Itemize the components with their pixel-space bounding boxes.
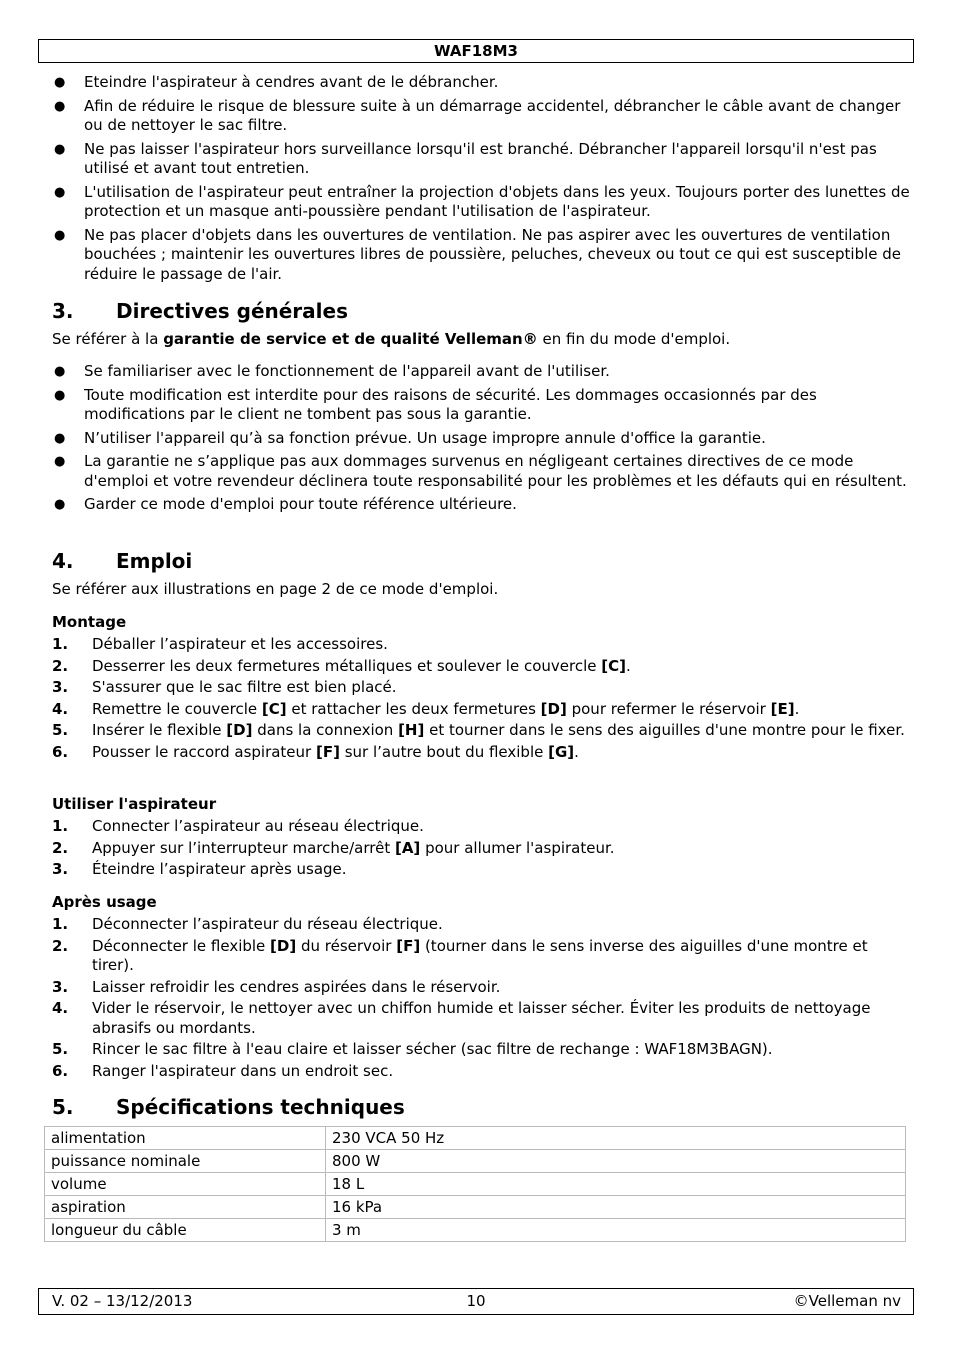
- step-number: 5.: [52, 721, 69, 739]
- document-footer: [38, 1288, 914, 1315]
- list-item: ● Garder ce mode d'emploi pour toute référence ultérieure.: [54, 495, 517, 513]
- part-reference: [F]: [315, 742, 340, 761]
- document-header: [38, 39, 914, 63]
- bullet-icon: ●: [54, 98, 66, 114]
- list-item: 2. Appuyer sur l’interrupteur marche/arrêt [A] pour allumer l'aspirateur.: [52, 838, 615, 857]
- table-row: aspiration 16 kPa: [45, 1196, 906, 1219]
- list-item: 6. Pousser le raccord aspirateur [F] sur l’autre bout du flexible [G].: [52, 742, 579, 761]
- section-3-intro: Se référer à la garantie de service et de qualité Velleman® en fin du mode d'emploi.: [52, 330, 731, 348]
- section-4-heading: 4. Emploi: [52, 549, 193, 573]
- list-item: 3. Éteindre l’aspirateur après usage.: [52, 860, 347, 878]
- section-4-intro: Se référer aux illustrations en page 2 de ce mode d'emploi.: [52, 580, 499, 598]
- list-item: ● Toute modification est interdite pour des raisons de sécurité. Les dommages occasionnés par des modifications par le client ne tombent pas sous la garantie.: [54, 385, 817, 423]
- bullet-icon: ●: [54, 184, 66, 200]
- utiliser-heading: Utiliser l'aspirateur: [52, 795, 217, 813]
- montage-steps: [52, 635, 912, 764]
- list-item: 4. Remettre le couvercle [C] et rattacher les deux fermetures [D] pour refermer le réservoir [E].: [52, 699, 800, 718]
- list-item: 1. Déballer l’aspirateur et les accessoires.: [52, 635, 388, 653]
- part-reference: [A]: [394, 838, 421, 857]
- apres-usage-steps: [52, 915, 912, 1083]
- list-item: 2. Desserrer les deux fermetures métalliques et soulever le couvercle [C].: [52, 656, 631, 675]
- step-number: 3.: [52, 678, 69, 696]
- bullet-icon: ●: [54, 75, 66, 90]
- bullet-icon: ●: [54, 387, 66, 403]
- part-reference: [D]: [226, 721, 253, 739]
- list-item: 5. Insérer le flexible [D] dans la connexion [H] et tourner dans le sens des aiguilles d'une montre pour le fixer.: [52, 721, 905, 739]
- part-reference: [H]: [398, 721, 425, 739]
- step-number: 2.: [52, 936, 69, 955]
- specifications-table: [44, 1126, 906, 1242]
- step-number: 5.: [52, 1040, 69, 1058]
- version-date: V. 02 – 13/12/2013: [52, 1292, 193, 1310]
- list-item: ● Ne pas laisser l'aspirateur hors surveillance lorsqu'il est branché. Débrancher l'appareil lorsqu'il n'est pas utilisé et avant tout entretien.: [54, 139, 877, 177]
- step-number: 3.: [52, 860, 69, 878]
- list-item: 2. Déconnecter le flexible [D] du réservoir [F] (tourner dans le sens inverse des aiguilles d'une montre et tirer).: [52, 936, 868, 974]
- step-number: 4.: [52, 699, 69, 718]
- list-item: ● Eteindre l'aspirateur à cendres avant de le débrancher.: [54, 73, 499, 91]
- section-3-bullet-list: [52, 362, 912, 519]
- step-number: 6.: [52, 742, 69, 761]
- part-reference: [D]: [270, 936, 297, 955]
- step-number: 2.: [52, 656, 69, 675]
- step-number: 3.: [52, 977, 69, 996]
- list-item: 5. Rincer le sac filtre à l'eau claire et laisser sécher (sac filtre de rechange : WAF18M3BAGN).: [52, 1040, 773, 1058]
- section-3-heading: 3. Directives générales: [52, 299, 348, 323]
- table-row: alimentation 230 VCA 50 Hz: [45, 1127, 906, 1150]
- list-item: 1. Connecter l’aspirateur au réseau électrique.: [52, 817, 424, 835]
- copyright: ©Velleman nv: [793, 1292, 901, 1310]
- list-item: 3. S'assurer que le sac filtre est bien placé.: [52, 678, 397, 696]
- list-item: 6. Ranger l'aspirateur dans un endroit sec.: [52, 1061, 394, 1080]
- step-number: 1.: [52, 635, 69, 653]
- utiliser-steps: [52, 817, 912, 882]
- list-item: ● Afin de réduire le risque de blessure suite à un démarrage accidentel, débrancher le câble avant de changer ou de nettoyer le sac filtre.: [54, 96, 901, 134]
- list-item: ● La garantie ne s’applique pas aux dommages survenus en négligeant certaines directives de ce mode d'emploi et votre revendeur déclinera toute responsabilité pour les problèmes et les défauts qui en résultent.: [54, 452, 907, 490]
- step-number: 4.: [52, 999, 69, 1017]
- list-item: ● Ne pas placer d'objets dans les ouvertures de ventilation. Ne pas aspirer avec les ouvertures de ventilation bouchées ; maintenir les ouvertures libres de poussière, peluches, cheveux ou tout ce qui est susceptible de réduire le passage de l'air.: [54, 225, 902, 283]
- bullet-icon: ●: [54, 454, 66, 469]
- bullet-icon: ●: [54, 364, 66, 379]
- step-number: 1.: [52, 817, 69, 835]
- step-number: 1.: [52, 915, 69, 933]
- part-reference: [C]: [601, 656, 626, 675]
- part-reference: [G]: [548, 742, 575, 761]
- bullet-icon: ●: [54, 430, 66, 446]
- part-reference: [E]: [770, 699, 795, 718]
- montage-heading: Montage: [52, 613, 127, 631]
- step-number: 2.: [52, 838, 69, 857]
- part-reference: [D]: [540, 699, 567, 718]
- section-5-heading: 5. Spécifications techniques: [52, 1095, 405, 1119]
- list-item: ● N’utiliser l'appareil qu’à sa fonction prévue. Un usage impropre annule d'office la garantie.: [54, 428, 766, 447]
- part-reference: [F]: [396, 936, 421, 955]
- safety-bullet-list: [52, 73, 912, 288]
- table-row: volume 18 L: [45, 1173, 906, 1196]
- list-item: 1. Déconnecter l’aspirateur du réseau électrique.: [52, 915, 443, 933]
- apres-usage-heading: Après usage: [52, 893, 157, 911]
- bullet-icon: ●: [54, 141, 66, 157]
- page-number: 10: [466, 1292, 486, 1310]
- list-item: ● Se familiariser avec le fonctionnement de l'appareil avant de l'utiliser.: [54, 362, 610, 380]
- step-number: 6.: [52, 1061, 69, 1080]
- model-name: WAF18M3: [434, 42, 518, 60]
- list-item: 3. Laisser refroidir les cendres aspirées dans le réservoir.: [52, 977, 501, 996]
- list-item: 4. Vider le réservoir, le nettoyer avec un chiffon humide et laisser sécher. Éviter les produits de nettoyage abrasifs ou mordants.: [52, 999, 871, 1037]
- table-row: puissance nominale 800 W: [45, 1150, 906, 1173]
- part-reference: [C]: [261, 699, 287, 718]
- bullet-icon: ●: [54, 227, 66, 243]
- table-row: longueur du câble 3 m: [45, 1219, 906, 1242]
- list-item: ● L'utilisation de l'aspirateur peut entraîner la projection d'objets dans les yeux. Toujours porter des lunettes de protection et un masque anti-poussière pendant l'utilisation de l'aspirateur.: [54, 182, 910, 220]
- bullet-icon: ●: [54, 497, 66, 512]
